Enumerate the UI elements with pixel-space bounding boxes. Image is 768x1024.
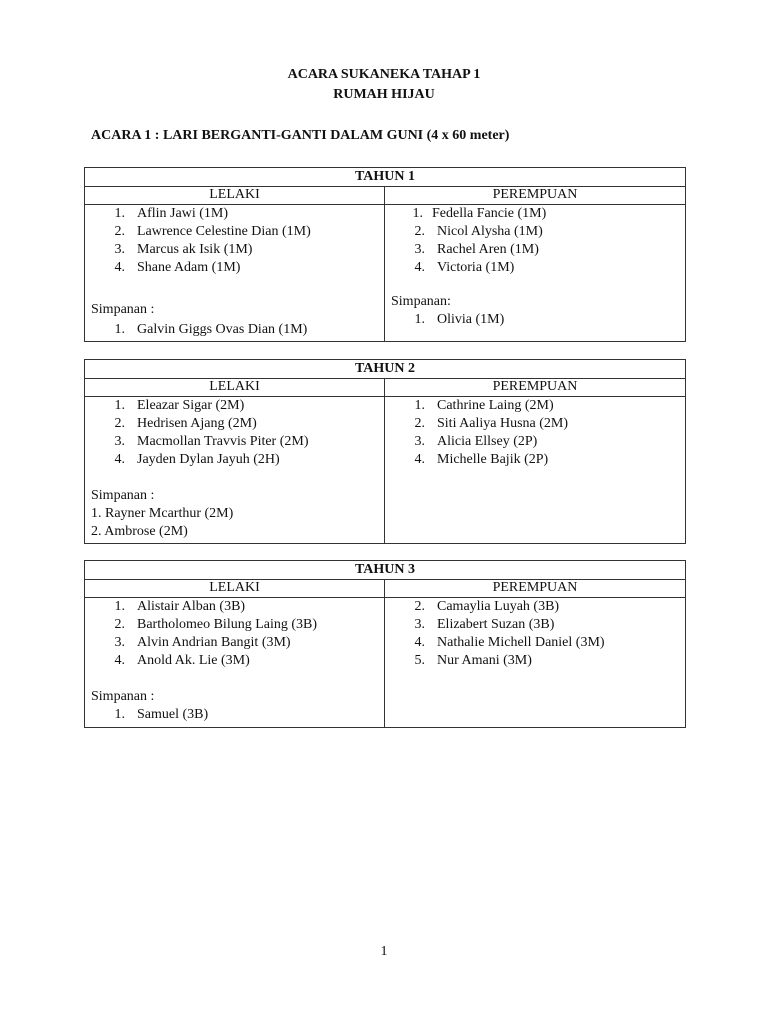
list-item: 2. Camaylia Luyah (3B) xyxy=(414,599,560,614)
reserve-label: Simpanan: xyxy=(391,294,451,309)
reserve-item: 1. Samuel (3B) xyxy=(114,707,209,722)
event-title: ACARA 1 : LARI BERGANTI-GANTI DALAM GUNI (4 x 60 meter) xyxy=(91,128,510,143)
list-item: 2. Siti Aaliya Husna (2M) xyxy=(414,416,569,431)
year-title: TAHUN 1 xyxy=(85,168,686,187)
reserve-item: 2. Ambrose (2M) xyxy=(91,524,188,539)
list-item: 3. Marcus ak Isik (1M) xyxy=(114,242,253,257)
girls-cell xyxy=(385,397,685,471)
girls-cell xyxy=(385,598,685,672)
girls-header: PEREMPUAN xyxy=(385,187,686,205)
house-title: RUMAH HIJAU xyxy=(333,87,435,102)
boys-cell xyxy=(85,598,384,726)
boys-header: LELAKI xyxy=(85,187,385,205)
reserve-item: 1. Galvin Giggs Ovas Dian (1M) xyxy=(114,322,308,337)
year-2-table xyxy=(84,359,686,544)
girls-header: PEREMPUAN xyxy=(385,580,686,598)
boys-header: LELAKI xyxy=(85,379,385,397)
girls-header: PEREMPUAN xyxy=(385,379,686,397)
boys-cell xyxy=(85,397,384,543)
list-item: 1. Aflin Jawi (1M) xyxy=(114,206,228,221)
year-title: TAHUN 2 xyxy=(85,360,686,379)
list-item: 2. Lawrence Celestine Dian (1M) xyxy=(114,224,311,239)
list-item: 5. Nur Amani (3M) xyxy=(414,653,532,668)
reserve-label: Simpanan : xyxy=(91,488,155,503)
boys-cell xyxy=(85,205,384,341)
list-item: 1. Eleazar Sigar (2M) xyxy=(114,398,245,413)
reserve-item: 1. Rayner Mcarthur (2M) xyxy=(91,506,234,521)
list-item: 4. Nathalie Michell Daniel (3M) xyxy=(414,635,605,650)
list-item: 2. Nicol Alysha (1M) xyxy=(414,224,543,239)
list-item: 3. Alvin Andrian Bangit (3M) xyxy=(114,635,291,650)
list-item: 1. Alistair Alban (3B) xyxy=(114,599,246,614)
boys-header: LELAKI xyxy=(85,580,385,598)
page-number: 1 xyxy=(380,944,388,959)
list-item: 3. Elizabert Suzan (3B) xyxy=(414,617,555,632)
list-item: 4. Jayden Dylan Jayuh (2H) xyxy=(114,452,280,467)
year-1-table xyxy=(84,167,686,342)
year-title: TAHUN 3 xyxy=(85,561,686,580)
year-3-table xyxy=(84,560,686,728)
reserve-item: 1. Olivia (1M) xyxy=(414,312,505,327)
list-item: 1. Fedella Fancie (1M) xyxy=(412,206,547,221)
reserve-label: Simpanan : xyxy=(91,302,155,317)
list-item: 4. Michelle Bajik (2P) xyxy=(414,452,549,467)
list-item: 3. Alicia Ellsey (2P) xyxy=(414,434,538,449)
list-item: 4. Anold Ak. Lie (3M) xyxy=(114,653,250,668)
list-item: 2. Hedrisen Ajang (2M) xyxy=(114,416,257,431)
list-item: 1. Cathrine Laing (2M) xyxy=(414,398,554,413)
list-item: 3. Macmollan Travvis Piter (2M) xyxy=(114,434,309,449)
list-item: 2. Bartholomeo Bilung Laing (3B) xyxy=(114,617,318,632)
girls-cell xyxy=(385,205,685,331)
list-item: 4. Shane Adam (1M) xyxy=(114,260,241,275)
document-title: ACARA SUKANEKA TAHAP 1 xyxy=(287,67,481,82)
list-item: 3. Rachel Aren (1M) xyxy=(414,242,539,257)
reserve-label: Simpanan : xyxy=(91,689,155,704)
list-item: 4. Victoria (1M) xyxy=(414,260,515,275)
